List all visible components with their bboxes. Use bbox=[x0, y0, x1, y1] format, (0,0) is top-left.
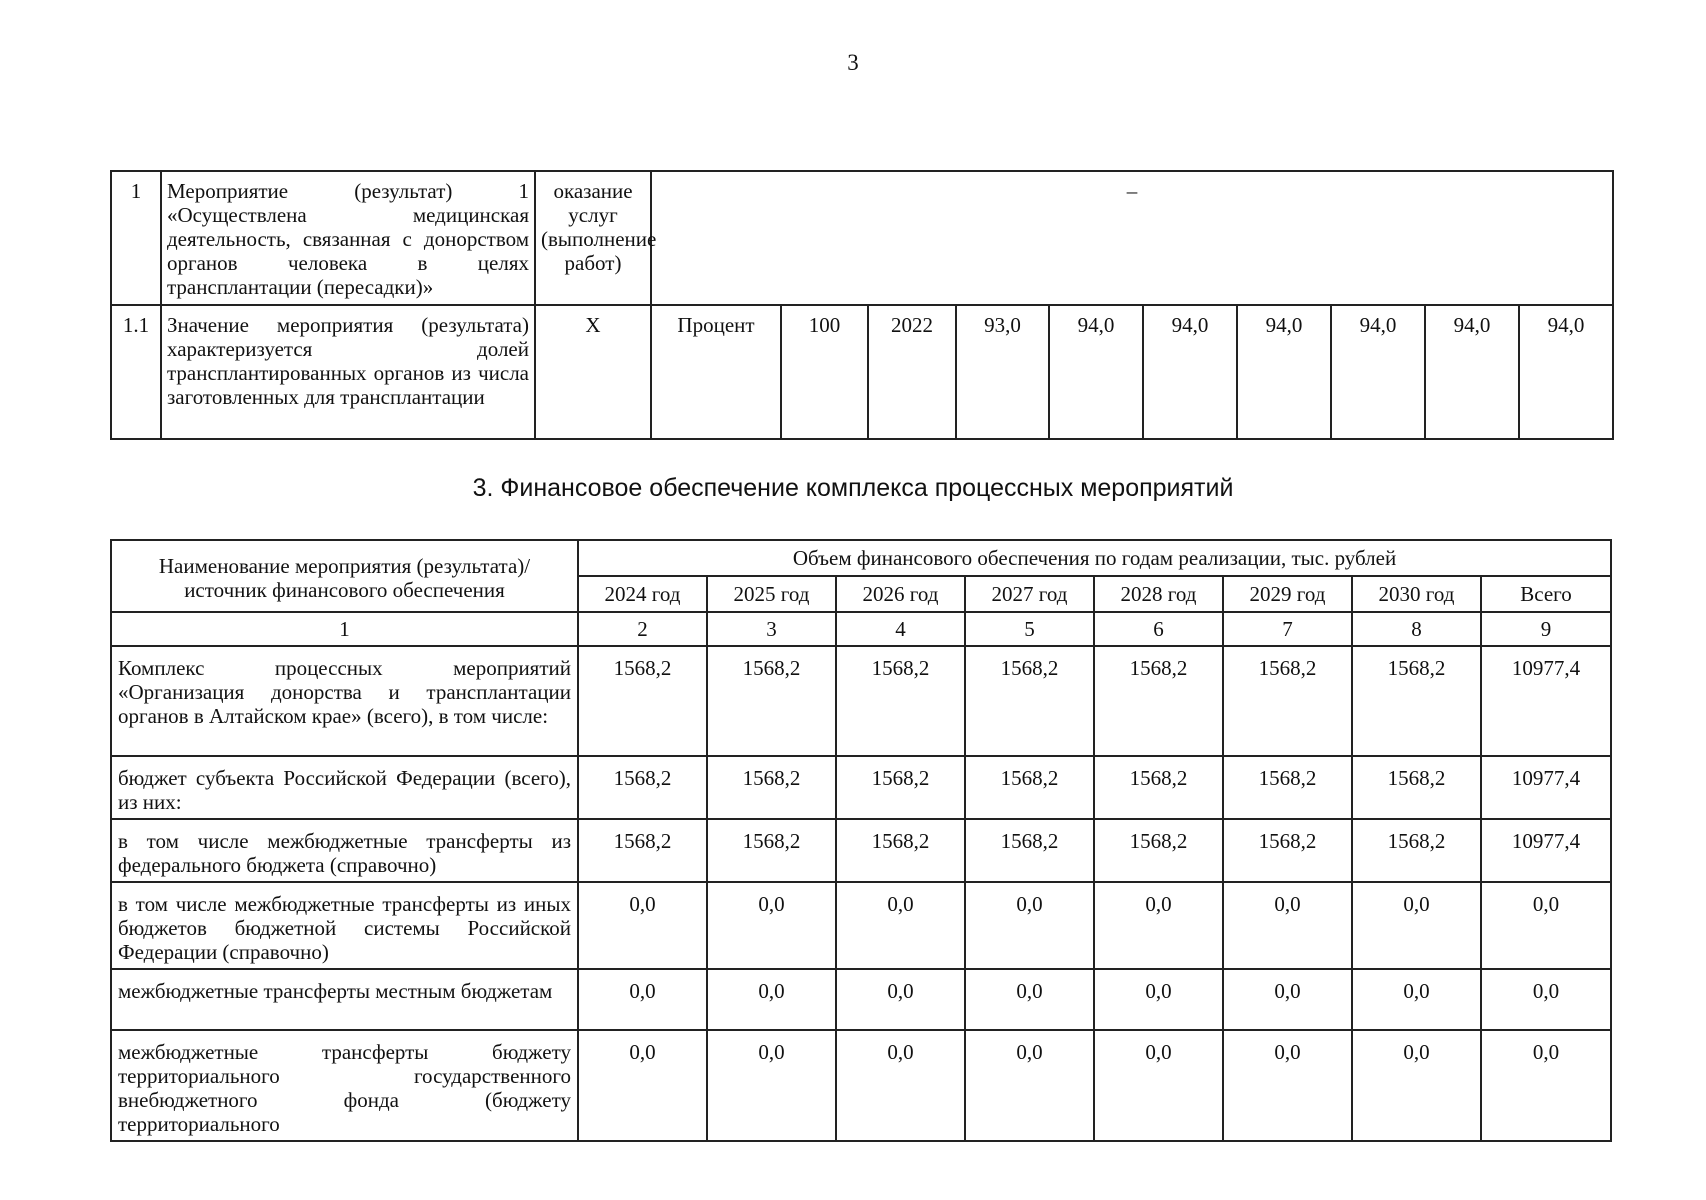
table-row bbox=[111, 1030, 1611, 1141]
value-cell: 0,0 bbox=[578, 882, 707, 969]
table-row bbox=[111, 305, 1613, 439]
value-cell: 0,0 bbox=[1223, 1030, 1352, 1141]
column-number: 2 bbox=[578, 612, 707, 646]
column-number: 8 bbox=[1352, 612, 1481, 646]
value-cell: 94,0 bbox=[1049, 305, 1143, 439]
value-cell: 94,0 bbox=[1237, 305, 1331, 439]
total-cell: 0,0 bbox=[1481, 882, 1611, 969]
value-cell: 0,0 bbox=[578, 969, 707, 1030]
base-year-cell: 2022 bbox=[868, 305, 956, 439]
value-cell: 94,0 bbox=[1425, 305, 1519, 439]
base-value-cell: 100 bbox=[781, 305, 868, 439]
column-number: 1 bbox=[111, 612, 578, 646]
unit-cell: Процент bbox=[651, 305, 781, 439]
year-header: 2027 год bbox=[965, 576, 1094, 612]
value-cell: 0,0 bbox=[836, 969, 965, 1030]
year-header: 2026 год bbox=[836, 576, 965, 612]
finance-table bbox=[110, 539, 1612, 1142]
column-number: 5 bbox=[965, 612, 1094, 646]
table-row bbox=[111, 171, 1613, 305]
column-number: 9 bbox=[1481, 612, 1611, 646]
table-row bbox=[111, 819, 1611, 882]
year-header: 2029 год bbox=[1223, 576, 1352, 612]
value-cell: 93,0 bbox=[956, 305, 1049, 439]
value-cell: 94,0 bbox=[1143, 305, 1237, 439]
value-cell: 0,0 bbox=[707, 882, 836, 969]
value-cell: 1568,2 bbox=[965, 646, 1094, 756]
page-number: 3 bbox=[847, 50, 859, 75]
value-cell: 0,0 bbox=[707, 1030, 836, 1141]
empty-dash: – bbox=[651, 171, 1613, 305]
value-cell: 0,0 bbox=[965, 882, 1094, 969]
column-number: 6 bbox=[1094, 612, 1223, 646]
value-cell: 0,0 bbox=[1352, 882, 1481, 969]
value-cell: 1568,2 bbox=[965, 756, 1094, 819]
source-name: Комплекс процессных мероприятий «Организация донорства и трансплантации органов в Алтайском крае» (всего), в том числе: bbox=[111, 646, 578, 756]
value-cell: 0,0 bbox=[1352, 969, 1481, 1030]
results-table bbox=[110, 170, 1614, 440]
header-volume: Объем финансового обеспечения по годам реализации, тыс. рублей bbox=[578, 540, 1611, 576]
column-number: 4 bbox=[836, 612, 965, 646]
value-cell: 1568,2 bbox=[578, 646, 707, 756]
value-cell: 1568,2 bbox=[1352, 819, 1481, 882]
value-cell: 1568,2 bbox=[1223, 646, 1352, 756]
section-title: 3. Финансовое обеспечение комплекса процессных мероприятий bbox=[472, 474, 1234, 502]
column-number: 3 bbox=[707, 612, 836, 646]
value-cell: 0,0 bbox=[578, 1030, 707, 1141]
table-row bbox=[111, 646, 1611, 756]
value-cell: 1568,2 bbox=[1094, 646, 1223, 756]
source-name: в том числе межбюджетные трансферты из федерального бюджета (справочно) bbox=[111, 819, 578, 882]
source-name: в том числе межбюджетные трансферты из иных бюджетов бюджетной системы Российской Федерации (справочно) bbox=[111, 882, 578, 969]
year-header: 2024 год bbox=[578, 576, 707, 612]
source-name: межбюджетные трансферты бюджету территориального государственного внебюджетного фонда (бюджету территориального bbox=[111, 1030, 578, 1141]
measure-type: оказание услуг (выполнение работ) bbox=[535, 171, 651, 305]
value-cell: 1568,2 bbox=[1352, 646, 1481, 756]
value-cell: 1568,2 bbox=[707, 819, 836, 882]
header-row bbox=[111, 540, 1611, 576]
value-cell: 0,0 bbox=[1094, 1030, 1223, 1141]
header-name: Наименование мероприятия (результата)/ источник финансового обеспечения bbox=[111, 540, 578, 612]
value-cell: 0,0 bbox=[1352, 1030, 1481, 1141]
table-row bbox=[111, 969, 1611, 1030]
value-cell: 1568,2 bbox=[1094, 819, 1223, 882]
value-cell: 1568,2 bbox=[836, 646, 965, 756]
value-cell: 0,0 bbox=[1094, 969, 1223, 1030]
value-cell: 94,0 bbox=[1331, 305, 1425, 439]
value-cell: 1568,2 bbox=[578, 756, 707, 819]
row-number: 1.1 bbox=[111, 305, 161, 439]
row-number: 1 bbox=[111, 171, 161, 305]
column-number-row bbox=[111, 612, 1611, 646]
value-cell: 0,0 bbox=[965, 1030, 1094, 1141]
source-name: межбюджетные трансферты местным бюджетам bbox=[111, 969, 578, 1030]
value-cell: 1568,2 bbox=[965, 819, 1094, 882]
measure-name: Мероприятие (результат) 1 «Осуществлена медицинская деятельность, связанная с донорством органов человека в целях трансплантации (пересадки)» bbox=[161, 171, 535, 305]
value-cell: 0,0 bbox=[707, 969, 836, 1030]
value-cell: 0,0 bbox=[1223, 969, 1352, 1030]
total-cell: 10977,4 bbox=[1481, 819, 1611, 882]
year-header: 2025 год bbox=[707, 576, 836, 612]
column-number: 7 bbox=[1223, 612, 1352, 646]
year-header: 2028 год bbox=[1094, 576, 1223, 612]
source-name: бюджет субъекта Российской Федерации (всего), из них: bbox=[111, 756, 578, 819]
year-header: 2030 год bbox=[1352, 576, 1481, 612]
value-cell: 1568,2 bbox=[707, 646, 836, 756]
value-cell: 0,0 bbox=[965, 969, 1094, 1030]
value-cell: 1568,2 bbox=[1223, 819, 1352, 882]
value-cell: 0,0 bbox=[836, 882, 965, 969]
value-cell: 0,0 bbox=[1223, 882, 1352, 969]
indicator-type: X bbox=[535, 305, 651, 439]
total-cell: 0,0 bbox=[1481, 1030, 1611, 1141]
value-cell: 94,0 bbox=[1519, 305, 1613, 439]
value-cell: 0,0 bbox=[1094, 882, 1223, 969]
value-cell: 1568,2 bbox=[707, 756, 836, 819]
value-cell: 1568,2 bbox=[578, 819, 707, 882]
indicator-name: Значение мероприятия (результата) характеризуется долей трансплантированных органов из числа заготовленных для трансплантации bbox=[161, 305, 535, 439]
value-cell: 1568,2 bbox=[836, 819, 965, 882]
table-row bbox=[111, 756, 1611, 819]
value-cell: 1568,2 bbox=[836, 756, 965, 819]
total-header: Всего bbox=[1481, 576, 1611, 612]
value-cell: 1568,2 bbox=[1094, 756, 1223, 819]
value-cell: 1568,2 bbox=[1352, 756, 1481, 819]
total-cell: 10977,4 bbox=[1481, 756, 1611, 819]
value-cell: 0,0 bbox=[836, 1030, 965, 1141]
table-row bbox=[111, 882, 1611, 969]
total-cell: 10977,4 bbox=[1481, 646, 1611, 756]
total-cell: 0,0 bbox=[1481, 969, 1611, 1030]
value-cell: 1568,2 bbox=[1223, 756, 1352, 819]
